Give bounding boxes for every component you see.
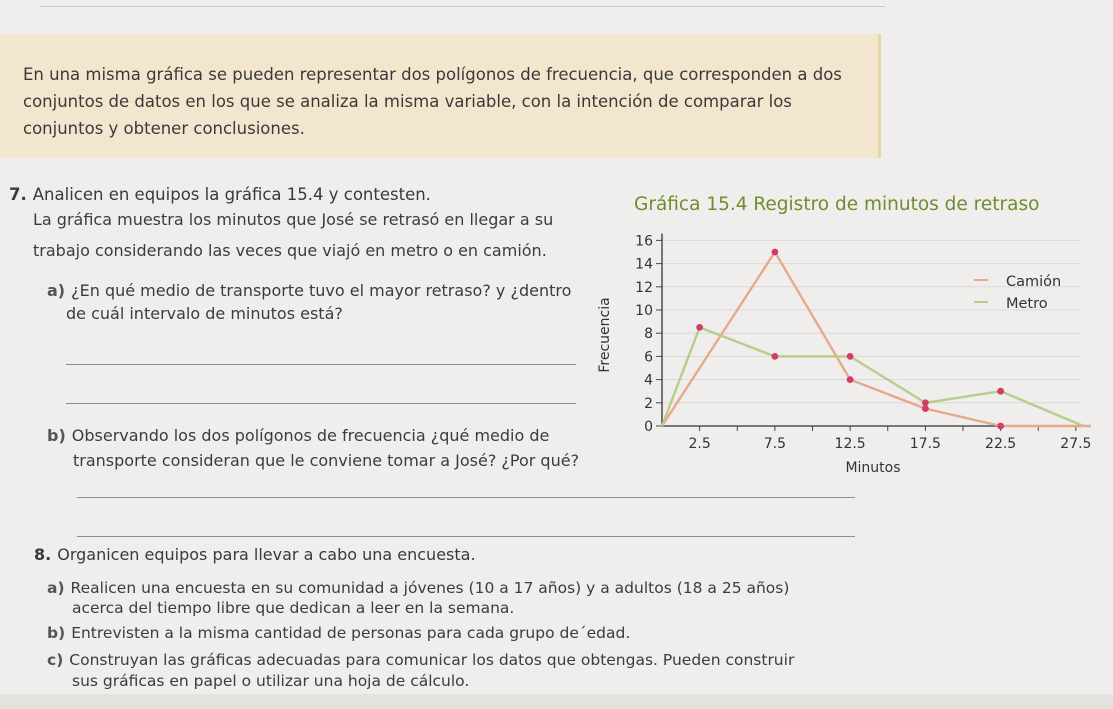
data-point-camin-12.5 [847, 376, 854, 383]
question-7-number: 7. [9, 185, 27, 204]
question-7a: a) ¿En qué medio de transporte tuvo el mayor retraso? y ¿dentro [47, 281, 572, 300]
x-axis-label: Minutos [845, 460, 901, 476]
y-tick-label-4: 4 [644, 372, 653, 389]
y-tick-label-10: 10 [635, 303, 653, 319]
data-point-metro-17.5 [922, 399, 929, 406]
series-line-metro [662, 327, 1083, 426]
question-7b-line-2: transporte consideran que le conviene tomar a José? ¿Por qué? [73, 451, 580, 470]
y-axis-label: Frecuencia [597, 297, 613, 373]
question-8b-letter: b) [47, 624, 66, 642]
x-tick-label-12.5: 12.5 [834, 436, 866, 452]
data-point-metro-7.5 [771, 353, 778, 360]
x-tick-label-22.5: 22.5 [985, 436, 1017, 452]
legend-label-camin: Camión [1006, 274, 1062, 290]
data-point-metro-12.5 [847, 353, 854, 360]
answer-line-7a-2[interactable] [66, 403, 576, 404]
question-8c-line-2: sus gráficas en papel o utilizar una hoja de cálculo. [72, 672, 470, 690]
y-tick-label-2: 2 [644, 395, 653, 412]
question-7-description-line-1: La gráfica muestra los minutos que José se retrasó en llegar a su [33, 210, 554, 229]
data-point-metro-2.5 [696, 324, 703, 331]
y-tick-label-12: 12 [635, 279, 653, 296]
y-tick-label-0: 0 [644, 419, 653, 435]
answer-line-7b-1[interactable] [77, 497, 855, 498]
question-7a-line-2: de cuál intervalo de minutos está? [66, 304, 343, 323]
data-point-camin-7.5 [771, 249, 778, 256]
question-8c: c) Construyan las gráficas adecuadas para comunicar los datos que obtengas. Pueden construir [47, 651, 795, 669]
question-8c-letter: c) [47, 651, 64, 669]
y-tick-label-16: 16 [635, 233, 653, 250]
question-8b: b) Entrevisten a la misma cantidad de personas para cada grupo de´edad. [47, 624, 631, 642]
x-tick-label-7.5: 7.5 [763, 436, 787, 452]
legend-label-metro: Metro [1006, 296, 1048, 312]
question-8-title: 8. Organicen equipos para llevar a cabo una encuesta. [34, 545, 476, 564]
data-point-camin-22.5 [997, 423, 1004, 430]
data-point-metro-22.5 [997, 388, 1004, 395]
y-tick-label-14: 14 [635, 256, 653, 273]
question-7b: b) Observando los dos polígonos de frecuencia ¿qué medio de [47, 426, 550, 445]
question-8a: a) Realicen una encuesta en su comunidad a jóvenes (10 a 17 años) y a adultos (18 a 25 años) [47, 579, 790, 597]
question-7b-letter: b) [47, 426, 66, 445]
x-tick-label-27.5: 27.5 [1060, 436, 1092, 452]
x-tick-label-2.5: 2.5 [688, 436, 711, 452]
chart-title: Gráfica 15.4 Registro de minutos de retraso [634, 194, 1040, 215]
question-7-title: 7. Analicen en equipos la gráfica 15.4 y contesten. [9, 185, 431, 204]
question-8-number: 8. [34, 545, 52, 564]
series-line-camin [662, 252, 1091, 426]
answer-line-7b-2[interactable] [77, 536, 855, 537]
page-bottom-edge [0, 694, 1113, 709]
question-7a-letter: a) [47, 281, 66, 300]
question-8a-line-2: acerca del tiempo libre que dedican a leer en la semana. [72, 599, 515, 617]
intro-text: En una misma gráfica se pueden representar dos polígonos de frecuencia, que corresponden a dos conjuntos de datos en los que se analiza la misma variable, con la intención de comparar los conjuntos y obtener conclusiones. [23, 65, 842, 138]
question-7-description-line-2: trabajo considerando las veces que viajó en metro o en camión. [33, 241, 547, 260]
x-tick-label-17.5: 17.5 [909, 436, 941, 452]
question-8a-letter: a) [47, 579, 65, 597]
data-point-camin-17.5 [922, 405, 929, 412]
y-tick-label-6: 6 [644, 349, 653, 366]
answer-line-7a-1[interactable] [66, 364, 576, 365]
top-divider [40, 6, 885, 7]
y-tick-label-8: 8 [644, 326, 653, 343]
